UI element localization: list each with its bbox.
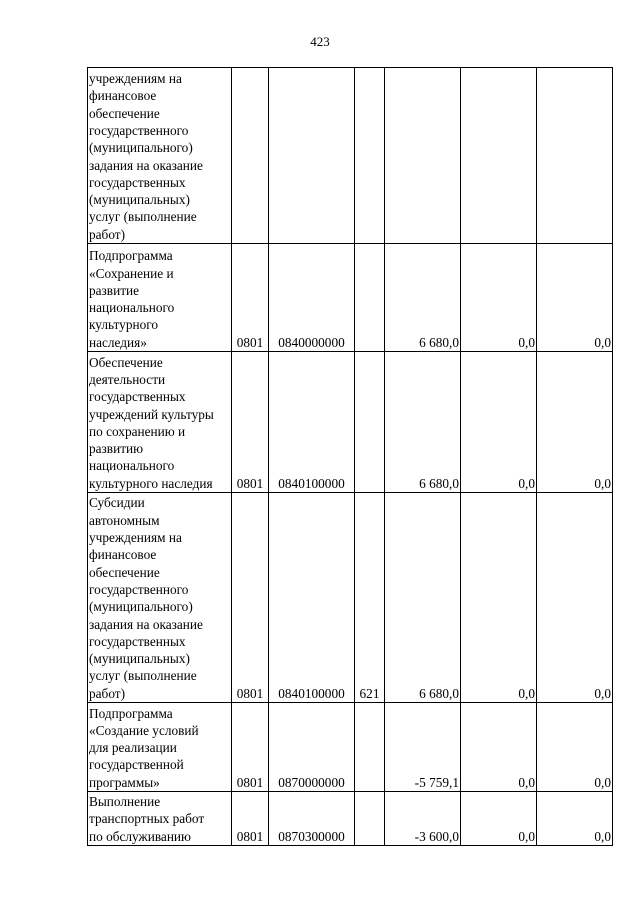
value-3: 0,0 (537, 244, 613, 352)
row-name: Подпрограмма «Сохранение и развитие национального культурного наследия» (88, 244, 232, 352)
value-1: -3 600,0 (385, 792, 461, 846)
section-code: 0801 (232, 244, 269, 352)
section-code (232, 68, 269, 244)
target-code (269, 68, 355, 244)
table-row (88, 352, 613, 493)
row-name: учреждениям на финансовое обеспечение государственного (муниципального) задания на оказание государственных (муниципальных) услуг (выполнение работ) (88, 68, 232, 244)
value-2: 0,0 (461, 792, 537, 846)
value-3: 0,0 (537, 792, 613, 846)
expense-type-code: 621 (355, 493, 385, 703)
expense-type-code (355, 352, 385, 493)
row-name: Субсидии автономным учреждениям на финансовое обеспечение государственного (муниципального) задания на оказание государственных (муниципальных) услуг (выполнение работ) (88, 493, 232, 703)
value-1 (385, 68, 461, 244)
section-code: 0801 (232, 792, 269, 846)
target-code: 0840100000 (269, 493, 355, 703)
page-number: 423 (310, 34, 330, 49)
value-2: 0,0 (461, 703, 537, 792)
expense-type-code (355, 703, 385, 792)
row-name: Выполнение транспортных работ по обслуживанию (88, 792, 232, 846)
value-1: 6 680,0 (385, 493, 461, 703)
value-1: -5 759,1 (385, 703, 461, 792)
value-2: 0,0 (461, 493, 537, 703)
table-row (88, 493, 613, 703)
value-1: 6 680,0 (385, 352, 461, 493)
budget-table (87, 67, 613, 846)
value-2: 0,0 (461, 244, 537, 352)
value-1: 6 680,0 (385, 244, 461, 352)
expense-type-code (355, 68, 385, 244)
value-2: 0,0 (461, 352, 537, 493)
value-3: 0,0 (537, 703, 613, 792)
value-3: 0,0 (537, 493, 613, 703)
row-name: Подпрограмма «Создание условий для реализации государственной программы» (88, 703, 232, 792)
value-2 (461, 68, 537, 244)
expense-type-code (355, 244, 385, 352)
table-row (88, 68, 613, 244)
value-3: 0,0 (537, 352, 613, 493)
section-code: 0801 (232, 352, 269, 493)
row-name: Обеспечение деятельности государственных учреждений культуры по сохранению и развитию национального культурного наследия (88, 352, 232, 493)
target-code: 0870300000 (269, 792, 355, 846)
target-code: 0870000000 (269, 703, 355, 792)
section-code: 0801 (232, 703, 269, 792)
table-row (88, 244, 613, 352)
section-code: 0801 (232, 493, 269, 703)
table-row (88, 703, 613, 792)
value-3 (537, 68, 613, 244)
expense-type-code (355, 792, 385, 846)
target-code: 0840000000 (269, 244, 355, 352)
table-row (88, 792, 613, 846)
target-code: 0840100000 (269, 352, 355, 493)
